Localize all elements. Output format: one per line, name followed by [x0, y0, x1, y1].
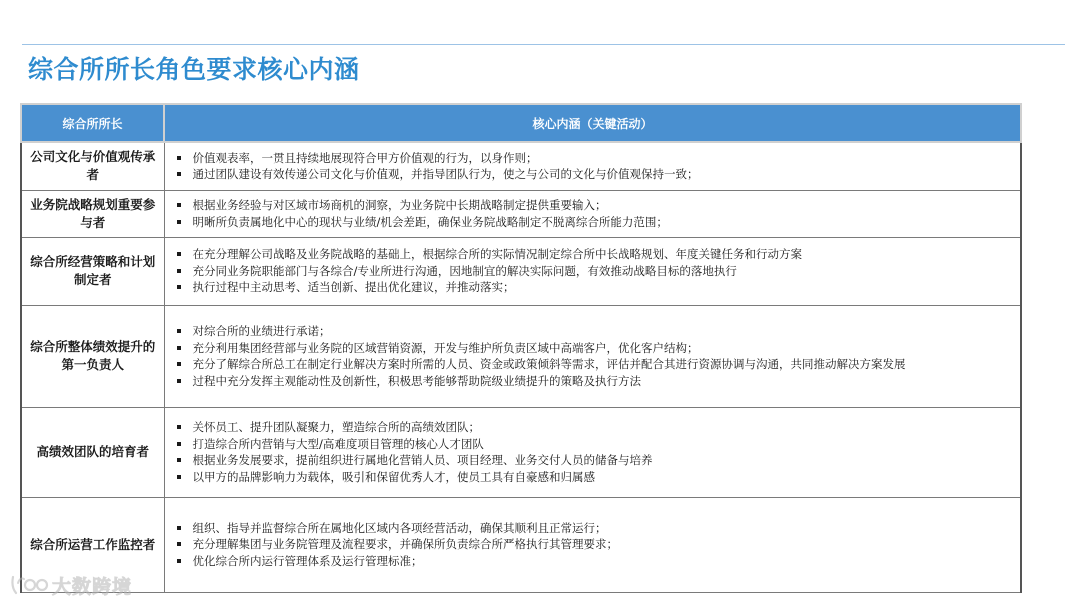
role-title: 综合所整体绩效提升的第一负责人 [30, 339, 156, 372]
table-row [21, 305, 1021, 407]
role-title: 高绩效团队的培育者 [36, 444, 149, 459]
activities-cell [164, 237, 1021, 305]
activity-list [173, 323, 1015, 389]
activity-item: 价值观表率，一贯且持续地展现符合甲方价值观的行为，以身作则； [173, 150, 1015, 167]
role-cell [21, 305, 164, 407]
activity-item: 根据业务经验与对区域市场商机的洞察，为业务院中长期战略制定提供重要输入； [173, 197, 1015, 214]
role-title: 综合所经营策略和计划制定者 [30, 254, 156, 287]
activity-item: 执行过程中主动思考、适当创新、提出优化建议，并推动落实； [173, 279, 1015, 296]
table-row [21, 497, 1021, 592]
role-cell [21, 142, 164, 190]
activity-item: 通过团队建设有效传递公司文化与价值观，并指导团队行为，使之与公司的文化与价值观保持一致； [173, 166, 1015, 183]
table-row [21, 190, 1021, 237]
activity-item: 打造综合所内营销与大型/高难度项目管理的核心人才团队 [173, 436, 1015, 453]
page-title: 综合所所长角色要求核心内涵 [28, 55, 360, 84]
top-divider [22, 44, 1065, 45]
watermark [10, 572, 132, 598]
activity-list [173, 520, 1015, 570]
activity-list [173, 246, 1015, 296]
activity-item: 充分了解综合所总工在制定行业解决方案时所需的人员、资金或政策倾斜等需求，评估并配合其进行资源协调与沟通，共同推动解决方案发展 [173, 356, 1015, 373]
role-title: 业务院战略规划重要参与者 [30, 196, 156, 230]
activities-cell [164, 142, 1021, 190]
activity-item: 充分同业务院职能部门与各综合/专业所进行沟通，因地制宜的解决实际问题，有效推动战略目标的落地执行 [173, 263, 1015, 280]
activity-item: 组织、指导并监督综合所在属地化区域内各项经营活动，确保其顺利且正常运行； [173, 520, 1015, 537]
table-header-row [21, 104, 1021, 142]
role-title: 公司文化与价值观传承者 [30, 149, 156, 183]
activity-list [173, 197, 1015, 230]
activity-item: 对综合所的业绩进行承诺； [173, 323, 1015, 340]
activity-item: 在充分理解公司战略及业务院战略的基础上，根据综合所的实际情况制定综合所中长战略规划、年度关键任务和行动方案 [173, 246, 1015, 263]
table-body [21, 142, 1021, 592]
table-row [21, 237, 1021, 305]
role-cell [21, 237, 164, 305]
activity-item: 优化综合所内运行管理体系及运行管理标准； [173, 553, 1015, 570]
activity-list [173, 419, 1015, 485]
activity-item: 根据业务发展要求，提前组织进行属地化营销人员、项目经理、业务交付人员的储备与培养 [173, 452, 1015, 469]
activities-cell [164, 305, 1021, 407]
table-row [21, 142, 1021, 190]
role-cell [21, 190, 164, 237]
role-requirements-table [20, 103, 1022, 593]
activity-item: 明晰所负责属地化中心的现状与业绩/机会差距，确保业务院战略制定不脱离综合所能力范围； [173, 214, 1015, 231]
activity-item: 关怀员工、提升团队凝聚力，塑造综合所的高绩效团队； [173, 419, 1015, 436]
role-cell [21, 407, 164, 497]
header-activities: 核心内涵（关键活动） [164, 104, 1021, 142]
header-role: 综合所所长 [21, 104, 164, 142]
activities-cell [164, 190, 1021, 237]
activities-cell [164, 407, 1021, 497]
watermark-text: 大数跨境 [52, 575, 133, 598]
activity-item: 以甲方的品牌影响力为载体，吸引和保留优秀人才，使员工具有自豪感和归属感 [173, 469, 1015, 486]
activity-item: 充分利用集团经营部与业务院的区域营销资源，开发与维护所负责区域中高端客户，优化客户结构； [173, 340, 1015, 357]
table-row [21, 407, 1021, 497]
role-title: 综合所运营工作监控者 [30, 536, 156, 552]
activities-cell [164, 497, 1021, 592]
activity-item: 过程中充分发挥主观能动性及创新性，积极思考能够帮助院级业绩提升的策略及执行方法 [173, 373, 1015, 390]
activity-item: 充分理解集团与业务院管理及流程要求，并确保所负责综合所严格执行其管理要求； [173, 536, 1015, 553]
watermark-logo-icon [10, 573, 50, 597]
activity-list [173, 150, 1015, 183]
